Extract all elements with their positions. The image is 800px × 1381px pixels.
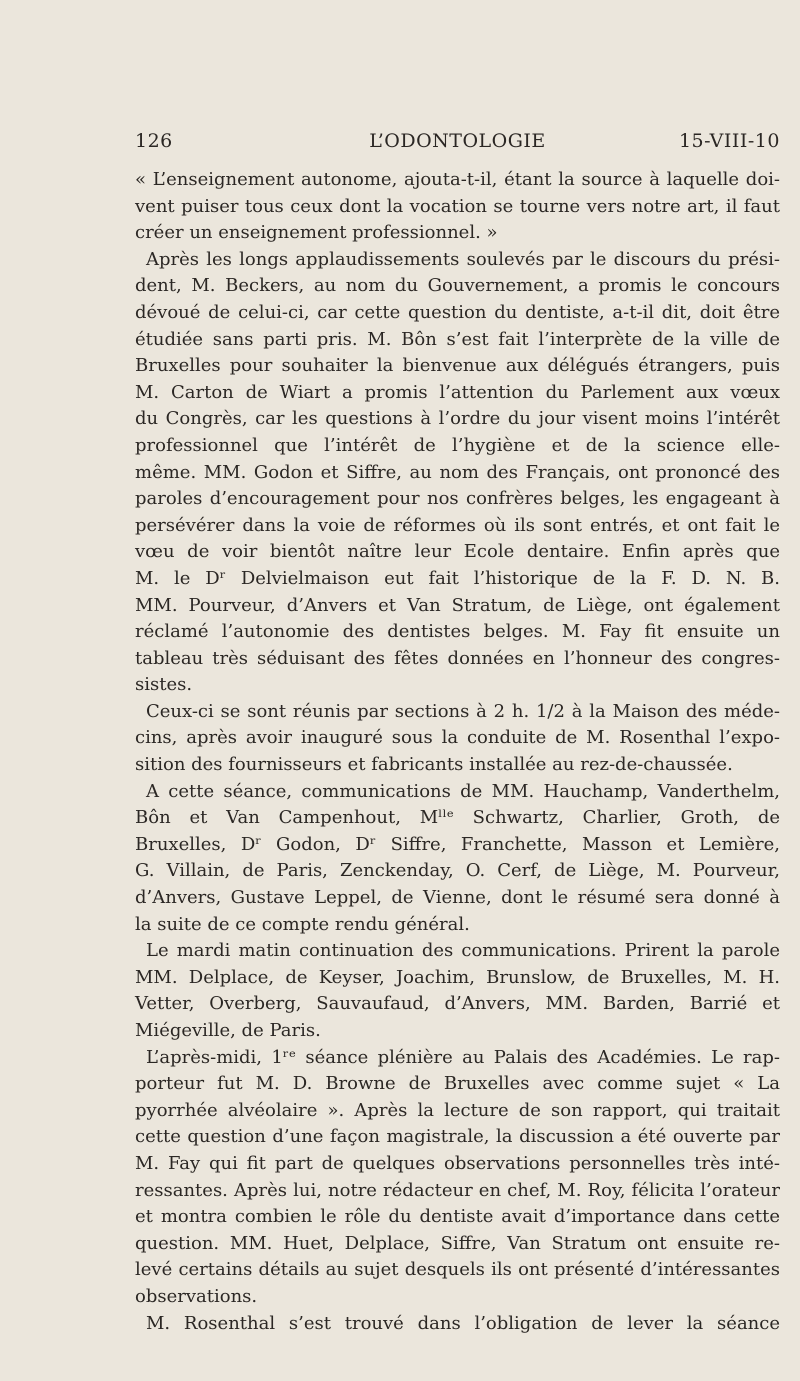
article-body [135,167,780,1337]
text-line: tableau très séduisant des fêtes données en l’honneur des congres- [135,647,780,669]
text-line: étudiée sans parti pris. M. Bôn s’est fait l’interprète de la ville de [135,328,780,350]
text-line: ressantes. Après lui, notre rédacteur en chef, M. Roy, félicita l’orateur [135,1179,780,1201]
text-line: Miégeville, de Paris. [135,1020,321,1041]
page-number: 126 [135,130,173,152]
text-line: Bôn et Van Campenhout, Mˡˡᵉ Schwartz, Charlier, Groth, de [135,807,780,829]
text-line: Bruxelles, Dʳ Godon, Dʳ Siffre, Franchette, Masson et Lemière, [135,833,780,855]
running-head [135,130,780,160]
text-line: levé certains détails au sujet desquels ils ont présenté d’intéressantes [135,1259,780,1281]
text-line: G. Villain, de Paris, Zenckenday, O. Cerf, de Liège, M. Pourveur, [135,860,780,882]
text-line: réclamé l’autonomie des dentistes belges. M. Fay fit ensuite un [135,621,780,643]
text-line: Le mardi matin continuation des communications. Prirent la parole [146,940,780,962]
text-line: cette question d’une façon magistrale, la discussion a été ouverte par [135,1126,780,1148]
text-line: Après les longs applaudissements soulevés par le discours du prési- [146,248,780,270]
text-line: porteur fut M. D. Browne de Bruxelles avec comme sujet « La [135,1073,780,1095]
text-line: M. le Dʳ Delvielmaison eut fait l’historique de la F. D. N. B. [135,567,780,589]
text-line: la suite de ce compte rendu général. [135,913,470,935]
text-line: vœu de voir bientôt naître leur Ecole dentaire. Enfin après que [135,541,780,563]
text-line: observations. [135,1285,258,1307]
text-line: et montra combien le rôle du dentiste avait d’importance dans cette [135,1206,780,1228]
text-line: M. Rosenthal s’est trouvé dans l’obligation de lever la séance [146,1312,780,1334]
text-line: L’après-midi, 1ʳᵉ séance plénière au Palais des Académies. Le rap- [146,1046,780,1068]
text-line: créer un enseignement professionnel. » [135,222,498,244]
text-line: du Congrès, car les questions à l’ordre du jour visent moins l’intérêt [135,408,780,430]
text-line: même. MM. Godon et Siffre, au nom des Français, ont prononcé des [135,461,780,483]
text-line: M. Fay qui fit part de quelques observations personnelles très inté- [135,1152,780,1174]
text-line: MM. Delplace, de Keyser, Joachim, Brunslow, de Bruxelles, M. H. [135,966,780,988]
text-line: paroles d’encouragement pour nos confrères belges, les engageant à [135,488,780,510]
text-line: cins, après avoir inauguré sous la conduite de M. Rosenthal l’expo- [135,727,780,749]
text-line: MM. Pourveur, d’Anvers et Van Stratum, de Liège, ont également [135,594,780,616]
text-line: professionnel que l’intérêt de l’hygiène et de la science elle- [135,434,780,456]
text-line: question. MM. Huet, Delplace, Siffre, Van Stratum ont ensuite re- [135,1232,780,1254]
text-line: dévoué de celui-ci, car cette question du dentiste, a-t-il dit, doit être [135,301,780,323]
text-line: Bruxelles pour souhaiter la bienvenue aux délégués étrangers, puis [135,355,780,377]
text-line: « L’enseignement autonome, ajouta-t-il, étant la source à laquelle doi- [135,169,780,190]
text-line: d’Anvers, Gustave Leppel, de Vienne, dont le résumé sera donné à [135,887,780,909]
text-line: Ceux-ci se sont réunis par sections à 2 h. 1/2 à la Maison des méde- [146,700,780,722]
text-line: A cette séance, communications de MM. Hauchamp, Vanderthelm, [146,780,780,802]
text-line: sition des fournisseurs et fabricants installée au rez-de-chaussée. [135,754,733,776]
journal-title: L’ODONTOLOGIE [369,130,546,152]
issue-date: 15-VIII-10 [678,130,780,152]
text-line: vent puiser tous ceux dont la vocation se tourne vers notre art, il faut [135,195,780,217]
text-line: Vetter, Overberg, Sauvaufaud, d’Anvers, MM. Barden, Barrié et [135,993,780,1015]
text-line: dent, M. Beckers, au nom du Gouvernement, a promis le concours [135,275,780,297]
text-line: sistes. [135,674,193,696]
text-line: pyorrhée alvéolaire ». Après la lecture de son rapport, qui traitait [135,1099,780,1121]
text-line: persévérer dans la voie de réformes où ils sont entrés, et ont fait le [135,514,780,536]
text-line: M. Carton de Wiart a promis l’attention du Parlement aux vœux [135,381,780,403]
